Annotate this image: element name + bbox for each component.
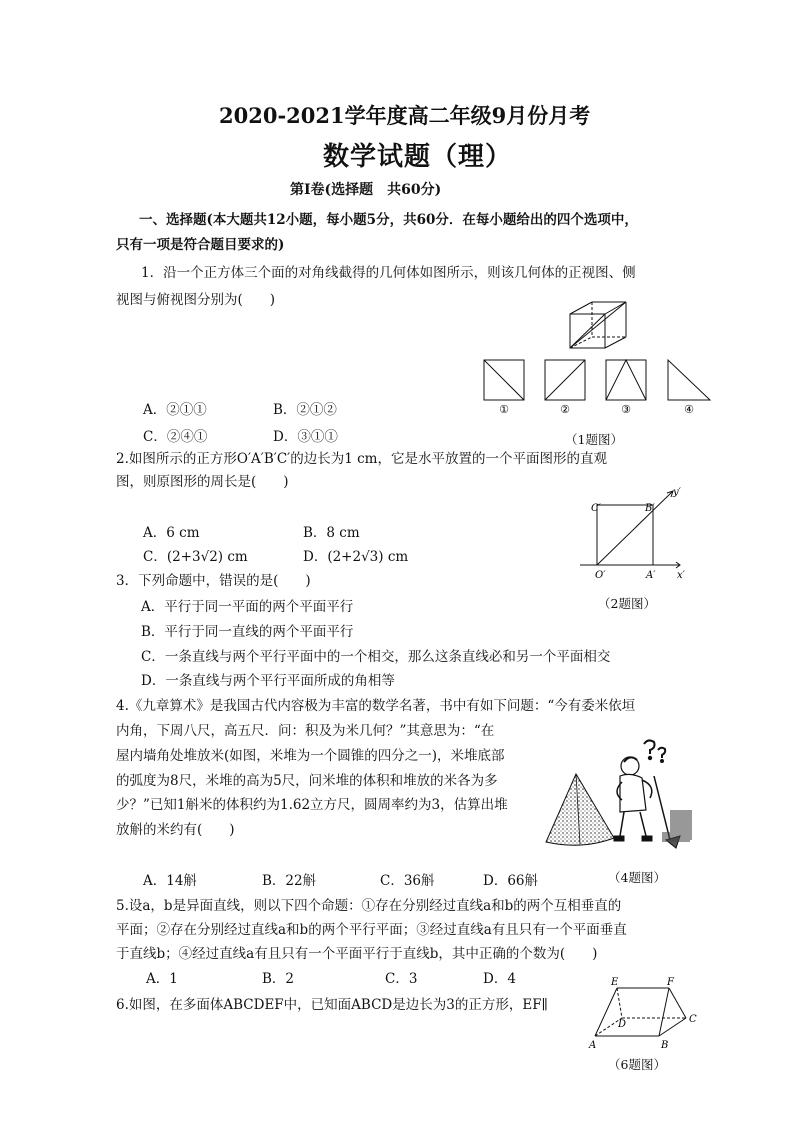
q1-caption: （1题图） (565, 432, 623, 447)
label-x-prime: x′ (677, 570, 685, 581)
exam-subtitle: 数学试题（理） (323, 142, 513, 172)
rice-pile (546, 774, 614, 845)
q4-option-a: A．14斛 (143, 873, 197, 889)
q3-option-a: A．平行于同一平面的两个平面平行 (141, 599, 354, 615)
q4-option-c: C．36斛 (380, 873, 435, 889)
q5-option-b: B．2 (262, 971, 295, 987)
q3-option-c: C．一条直线与两个平行平面中的一个相交，那么这条直线必和另一个平面相交 (141, 649, 611, 665)
q2-stem-line1: 2.如图所示的正方形O′A′B′C′的边长为1 cm，它是水平放置的一个平面图形的直观 (116, 451, 607, 467)
q2-figure (575, 485, 690, 580)
label-f: F (667, 977, 674, 988)
q1-stem-line2: 视图与俯视图分别为( ) (116, 292, 276, 308)
view-label-1: ① (499, 403, 509, 416)
q5-stem-line3: 于直线b；④经过直线a有且只有一个平面平行于直线b，其中正确的个数为( ) (116, 946, 598, 962)
q4-stem-line6: 放斛的米约有( ) (116, 822, 235, 838)
view-label-2: ② (560, 403, 570, 416)
view-label-4: ④ (684, 403, 694, 416)
q6-caption: （6题图） (608, 1057, 666, 1072)
section-instructions-line1: 一、选择题(本大题共12小题，每小题5分，共60分．在每小题给出的四个选项中， (139, 212, 638, 228)
q2-option-c: C．(2+3√2) cm (143, 549, 248, 565)
label-c-prime: C′ (591, 503, 601, 514)
q3-stem: 3．下列命题中，错误的是( ) (116, 573, 311, 589)
q2-option-d: D．(2+2√3) cm (303, 549, 409, 565)
q3-option-b: B．平行于同一直线的两个平面平行 (141, 624, 354, 640)
q1-views-figure (480, 358, 716, 418)
q4-stem-line2: 内角，下周八尺，高五尺．问：积及为米几何？”其意思为：“在 (116, 723, 495, 739)
q5-stem-line1: 5.设a，b是异面直线，则以下四个命题：①存在分别经过直线a和b的两个互相垂直的 (116, 898, 622, 914)
q6-figure (585, 974, 705, 1054)
label-a: A (589, 1040, 597, 1051)
question-marks-icon (644, 740, 665, 762)
q1-option-c: C．②④① (143, 429, 208, 445)
exam-title: 2020-2021学年度高二年级9月份月考 (219, 103, 591, 128)
q2-stem-line2: 图，则原图形的周长是( ) (116, 474, 289, 490)
q6-stem-line1: 6.如图，在多面体ABCDEF中，已知面ABCD是边长为3的正方形，EF∥ (116, 997, 548, 1013)
q3-option-d: D．一条直线与两个平行平面所成的角相等 (141, 673, 395, 689)
q4-option-d: D．66斛 (483, 873, 539, 889)
label-a-prime: A′ (646, 570, 656, 581)
q5-option-c: C．3 (385, 971, 418, 987)
view-label-3: ③ (621, 403, 631, 416)
q4-stem-line3: 屋内墙角处堆放米(如图，米堆为一个圆锥的四分之一)，米堆底部 (116, 748, 505, 764)
section-instructions-line2: 只有一项是符合题目要求的) (116, 237, 285, 253)
view-3-shape (606, 360, 646, 400)
q2-option-b: B．8 cm (303, 525, 360, 541)
label-o-prime: O′ (595, 570, 606, 581)
label-c: C (689, 1014, 697, 1025)
q4-rice-pile-figure (542, 736, 697, 851)
label-b-prime: B′ (645, 503, 655, 514)
q1-option-a: A．②①① (143, 402, 207, 418)
q4-caption: （4题图） (608, 870, 666, 885)
q5-stem-line2: 平面；②存在分别经过直线a和b的两个平行平面；③经过直线a有且只有一个平面垂直 (116, 922, 627, 938)
label-y-prime: y′ (673, 487, 681, 498)
q2-caption: （2题图） (598, 596, 656, 611)
q1-stem-line1: 1．沿一个正方体三个面的对角线截得的几何体如图所示，则该几何体的正视图、侧 (141, 265, 636, 281)
q4-option-b: B．22斛 (262, 873, 317, 889)
part-title: 第Ⅰ卷(选择题 共60分) (290, 182, 442, 198)
label-b: B (661, 1040, 669, 1051)
q5-option-a: A．1 (146, 971, 178, 987)
view-4-shape (668, 360, 710, 400)
q4-stem-line5: 少？”已知1斛米的体积约为1.62立方尺，圆周率约为3，估算出堆 (116, 797, 508, 813)
q1-option-d: D．③①① (273, 429, 338, 445)
q2-option-a: A．6 cm (143, 525, 200, 541)
label-d: D (618, 1019, 627, 1030)
q5-option-d: D．4 (483, 971, 516, 987)
q4-stem-line4: 的弧度为8尺，米堆的高为5尺，问米堆的体积和堆放的米各为多 (116, 773, 498, 789)
q1-option-b: B．②①② (273, 402, 337, 418)
label-e: E (611, 977, 619, 988)
q4-stem-line1: 4.《九章算术》是我国古代内容极为丰富的数学名著，书中有如下问题：“今有委米依垣 (116, 698, 636, 714)
q1-solid-figure (560, 300, 640, 355)
